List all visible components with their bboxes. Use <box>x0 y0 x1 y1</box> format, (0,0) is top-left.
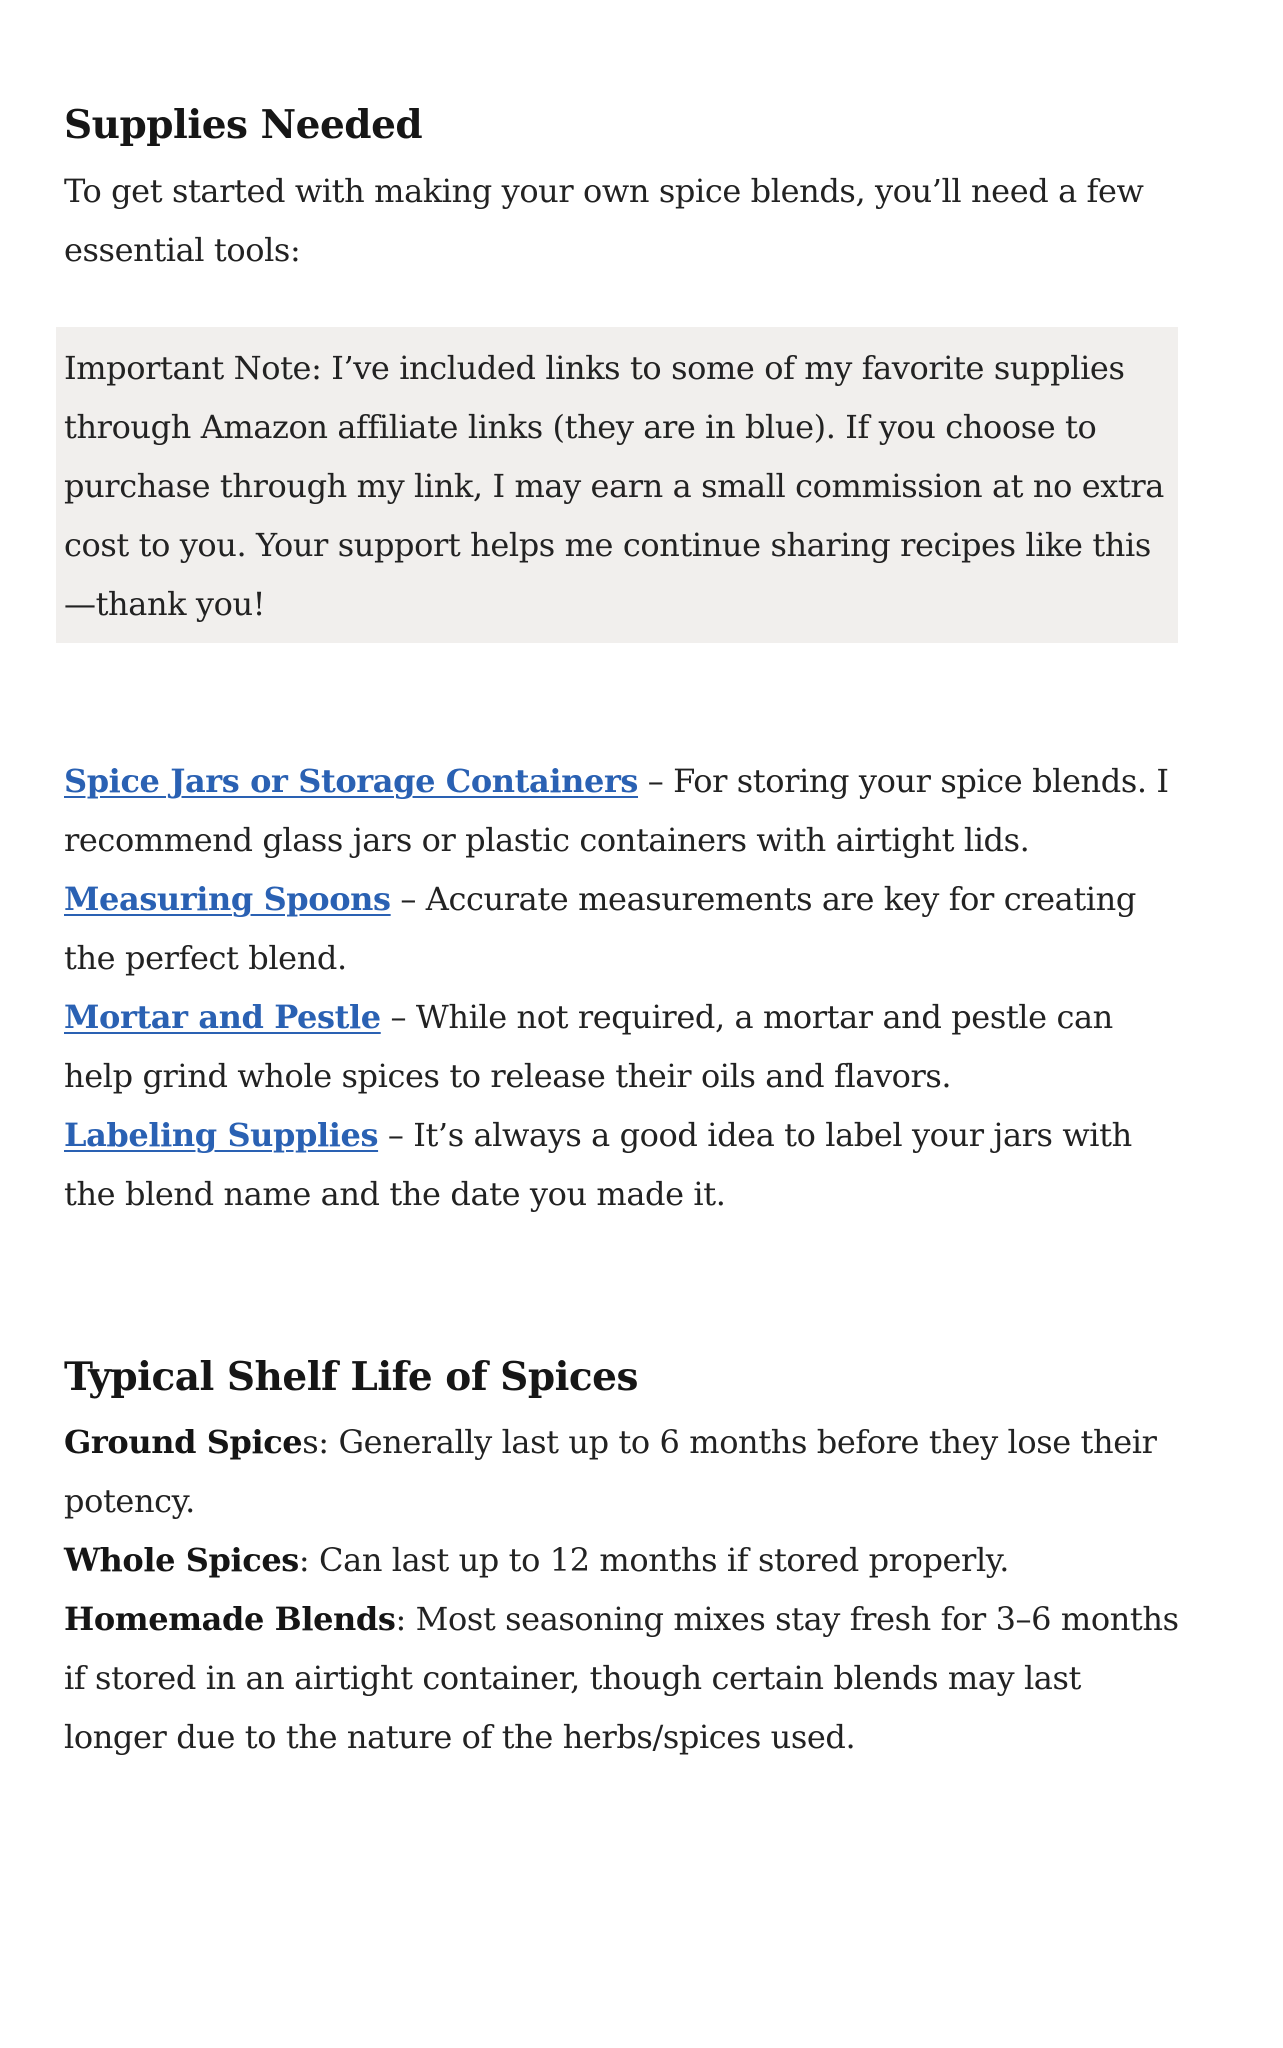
mortar-and-pestle-link[interactable]: Mortar and Pestle <box>64 998 381 1036</box>
whole-spices-term: Whole Spices <box>64 1541 299 1579</box>
labeling-supplies-link[interactable]: Labeling Supplies <box>64 1116 379 1154</box>
homemade-blends-term: Homemade Blends <box>64 1600 396 1638</box>
homemade-blends-description: : Most seasoning mixes stay fresh for 3–6 months if stored in an airtight container, though certain blends may last longer due to the nature of the herbs/spices used. <box>64 1600 1179 1756</box>
ground-spices-term-suffix: s <box>302 1423 319 1461</box>
supplies-heading: Supplies Needed <box>64 102 423 148</box>
labeling-supplies-description: – It’s always a good idea to label your jars with the blend name and the date you made it. <box>64 1116 1132 1213</box>
supplies-list <box>64 752 1184 1224</box>
shelf-life-heading: Typical Shelf Life of Spices <box>64 1354 638 1400</box>
whole-spices-description: : Can last up to 12 months if stored properly. <box>298 1541 1009 1579</box>
spice-jars-link[interactable]: Spice Jars or Storage Containers <box>64 762 639 800</box>
list-item <box>64 870 1184 988</box>
ground-spices-term: Ground Spice <box>64 1423 303 1461</box>
shelf-life-list <box>64 1413 1184 1767</box>
measuring-spoons-description: – Accurate measurements are key for creating the perfect blend. <box>64 880 1136 977</box>
spice-jars-description: – For storing your spice blends. I recommend glass jars or plastic containers with airtight lids. <box>64 762 1169 859</box>
list-item <box>64 1106 1184 1224</box>
ground-spices-description: : Generally last up to 6 months before they lose their potency. <box>64 1423 1157 1520</box>
mortar-and-pestle-description: – While not required, a mortar and pestle can help grind whole spices to release their oils and flavors. <box>64 998 1113 1095</box>
supplies-intro: To get started with making your own spice blends, you’ll need a few essential tools: <box>64 172 1144 269</box>
list-item <box>64 1590 1184 1767</box>
list-item <box>64 1531 1184 1590</box>
measuring-spoons-link[interactable]: Measuring Spoons <box>64 880 391 918</box>
list-item <box>64 988 1184 1106</box>
list-item <box>64 752 1184 870</box>
affiliate-note-text: Important Note: I’ve included links to some of my favorite supplies through Amazon affiliate links (they are in blue). If you choose to purchase through my link, I may earn a small commission at no extra cost to you. Your support helps me continue sharing recipes like this—thank you! <box>64 349 1164 623</box>
list-item <box>64 1413 1184 1531</box>
